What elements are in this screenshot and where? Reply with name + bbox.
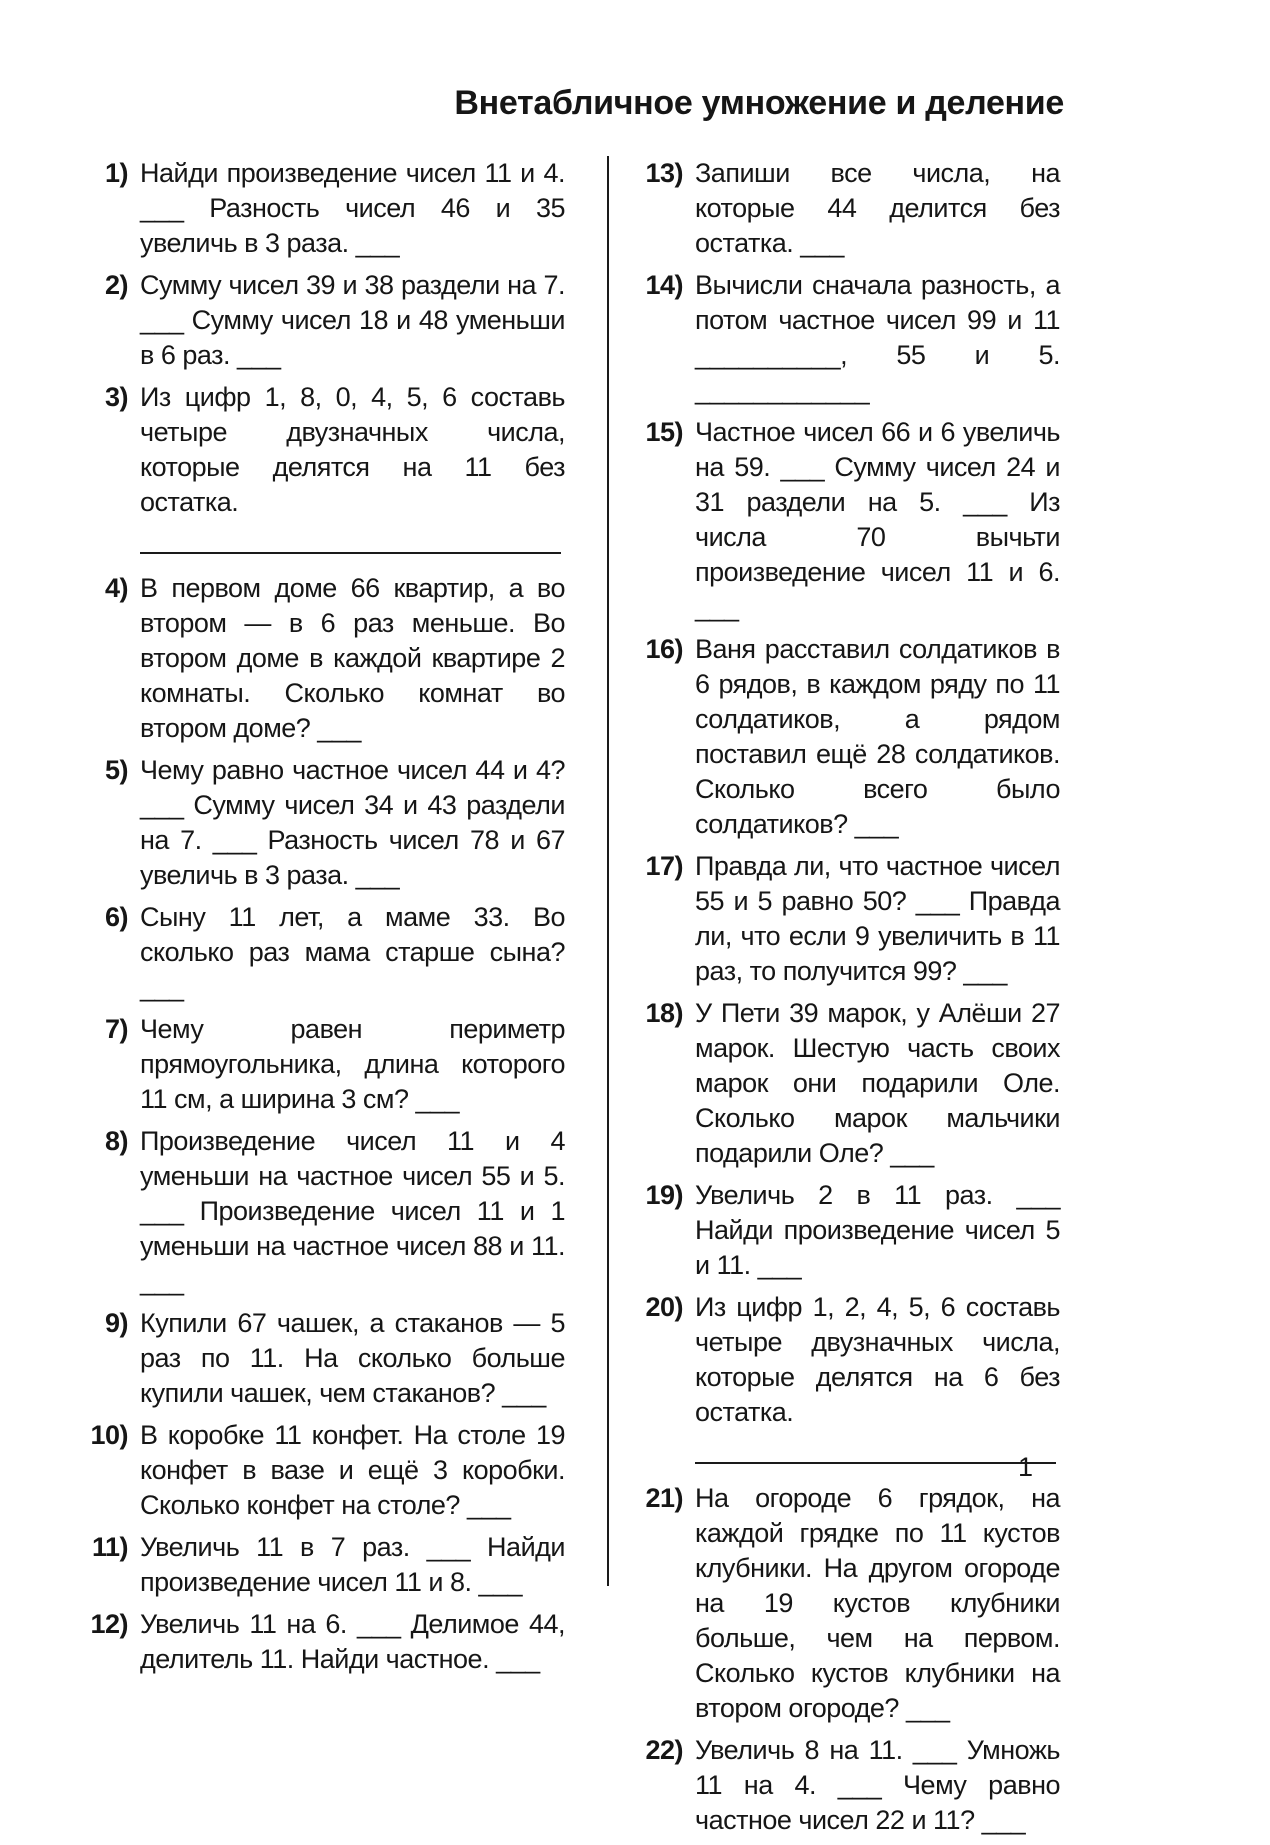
problem-item — [70, 1124, 565, 1299]
problem-number: 22) — [645, 1735, 683, 1765]
problem-number: 7) — [104, 1014, 128, 1044]
problem-text: У Пети 39 марок, у Алёши 27 марок. Шестую часть своих марок они подарили Оле. Сколько марок мальчики подарили Оле? ___ — [695, 998, 1060, 1168]
problem-item — [625, 1733, 1060, 1838]
problem-item — [70, 1418, 565, 1523]
problem-text: Увеличь 11 на 6. ___ Делимое 44, делитель 11. Найди частное. ___ — [140, 1609, 565, 1674]
problem-text: Из цифр 1, 8, 0, 4, 5, 6 составь четыре двузначных числа, которые делятся на 11 без остатка. — [140, 380, 565, 564]
problem-number: 19) — [645, 1180, 683, 1210]
problem-number: 6) — [104, 902, 128, 932]
page-number: 1 — [1018, 1452, 1034, 1482]
problem-number: 13) — [645, 158, 683, 188]
problem-item — [70, 900, 565, 1005]
problems-area — [70, 156, 1060, 1845]
problems-column-left — [70, 156, 565, 1684]
problem-text: Частное чисел 66 и 6 увеличь на 59. ___ Сумму чисел 24 и 31 раздели на 5. ___ Из числа 70 вычьти произведение чисел 11 и 6. ___ — [695, 417, 1060, 622]
problem-number: 9) — [104, 1308, 128, 1338]
problem-number: 11) — [91, 1532, 128, 1562]
problem-item — [70, 156, 565, 261]
problem-item — [70, 268, 565, 373]
problem-text: Из цифр 1, 2, 4, 5, 6 составь четыре двузначных числа, которые делятся на 6 без остатка. — [695, 1290, 1060, 1474]
problem-number: 18) — [645, 998, 683, 1028]
problem-item — [625, 1178, 1060, 1283]
problem-text: Сыну 11 лет, а маме 33. Во сколько раз мама старше сына? ___ — [140, 902, 565, 1002]
column-divider — [607, 156, 609, 1586]
problems-column-right — [625, 156, 1060, 1845]
problem-text: Увеличь 2 в 11 раз. ___ Найди произведение чисел 5 и 11. ___ — [695, 1180, 1060, 1280]
answer-blank-line — [140, 526, 561, 554]
problem-item — [70, 1530, 565, 1600]
problem-text: Увеличь 8 на 11. ___ Умножь 11 на 4. ___ Чему равно частное чисел 22 и 11? ___ — [695, 1735, 1060, 1835]
problem-text: В первом доме 66 квартир, а во втором — в 6 раз меньше. Во втором доме в каждой квартире 2 комнаты. Сколько комнат во втором доме? ___ — [140, 573, 565, 743]
problem-number: 8) — [104, 1126, 128, 1156]
problem-item — [625, 1481, 1060, 1726]
problem-item — [70, 1306, 565, 1411]
problem-text: Запиши все числа, на которые 44 делится без остатка. ___ — [695, 158, 1060, 258]
problem-text: Купили 67 чашек, а стаканов — 5 раз по 11. На сколько больше купили чашек, чем стаканов? ___ — [140, 1308, 565, 1408]
problem-number: 4) — [104, 573, 128, 603]
problem-number: 3) — [104, 382, 128, 412]
problem-number: 15) — [645, 417, 683, 447]
problem-number: 2) — [104, 270, 128, 300]
problem-text: Правда ли, что частное чисел 55 и 5 равно 50? ___ Правда ли, что если 9 увеличить в 11 раз, то получится 99? ___ — [695, 851, 1060, 986]
page-title: Внетабличное умножение и деление — [454, 84, 1064, 122]
problem-item — [625, 415, 1060, 625]
problem-text: Увеличь 11 в 7 раз. ___ Найди произведение чисел 11 и 8. ___ — [140, 1532, 565, 1597]
problem-text: В коробке 11 конфет. На столе 19 конфет в вазе и ещё 3 коробки. Сколько конфет на столе? ___ — [140, 1420, 565, 1520]
problem-number: 1) — [104, 158, 128, 188]
problem-number: 10) — [90, 1420, 128, 1450]
problem-item — [70, 571, 565, 746]
problem-item — [70, 753, 565, 893]
problem-item — [625, 632, 1060, 842]
problem-number: 16) — [645, 634, 683, 664]
problem-text: Произведение чисел 11 и 4 уменьши на частное чисел 55 и 5. ___ Произведение чисел 11 и 1 уменьши на частное чисел 88 и 11. ___ — [140, 1126, 565, 1296]
problem-text: Найди произведение чисел 11 и 4. ___ Разность чисел 46 и 35 увеличь в 3 раза. ___ — [140, 158, 565, 258]
problem-number: 17) — [645, 851, 683, 881]
problem-number: 21) — [645, 1483, 683, 1513]
problem-item — [625, 996, 1060, 1171]
problem-item — [625, 268, 1060, 408]
problem-text: Чему равен периметр прямоугольника, длина которого 11 см, а ширина 3 см? ___ — [140, 1014, 565, 1114]
problem-item — [70, 380, 565, 564]
problem-number: 14) — [645, 270, 683, 300]
problem-text: На огороде 6 грядок, на каждой грядке по 11 кустов клубники. На другом огороде на 19 кустов клубники больше, чем на первом. Сколько кустов клубники на втором огороде? ___ — [695, 1483, 1060, 1723]
problem-item — [70, 1012, 565, 1117]
problem-item — [625, 1290, 1060, 1474]
problem-item — [625, 849, 1060, 989]
problem-number: 20) — [645, 1292, 683, 1322]
problem-number: 12) — [90, 1609, 128, 1639]
problem-text: Ваня расставил солдатиков в 6 рядов, в каждом ряду по 11 солдатиков, а рядом поставил ещё 28 солдатиков. Сколько всего было солдатиков? ___ — [695, 634, 1060, 839]
problem-number: 5) — [104, 755, 128, 785]
problem-text: Сумму чисел 39 и 38 раздели на 7. ___ Сумму чисел 18 и 48 уменьши в 6 раз. ___ — [140, 270, 565, 370]
answer-blank-line — [695, 1436, 1056, 1464]
problem-text: Вычисли сначала разность, а потом частное чисел 99 и 11 __________, 55 и 5. ____________ — [695, 270, 1060, 405]
problem-item — [70, 1607, 565, 1677]
problem-text: Чему равно частное чисел 44 и 4? ___ Сумму чисел 34 и 43 раздели на 7. ___ Разность чисел 78 и 67 увеличь в 3 раза. ___ — [140, 755, 565, 890]
problem-item — [625, 156, 1060, 261]
